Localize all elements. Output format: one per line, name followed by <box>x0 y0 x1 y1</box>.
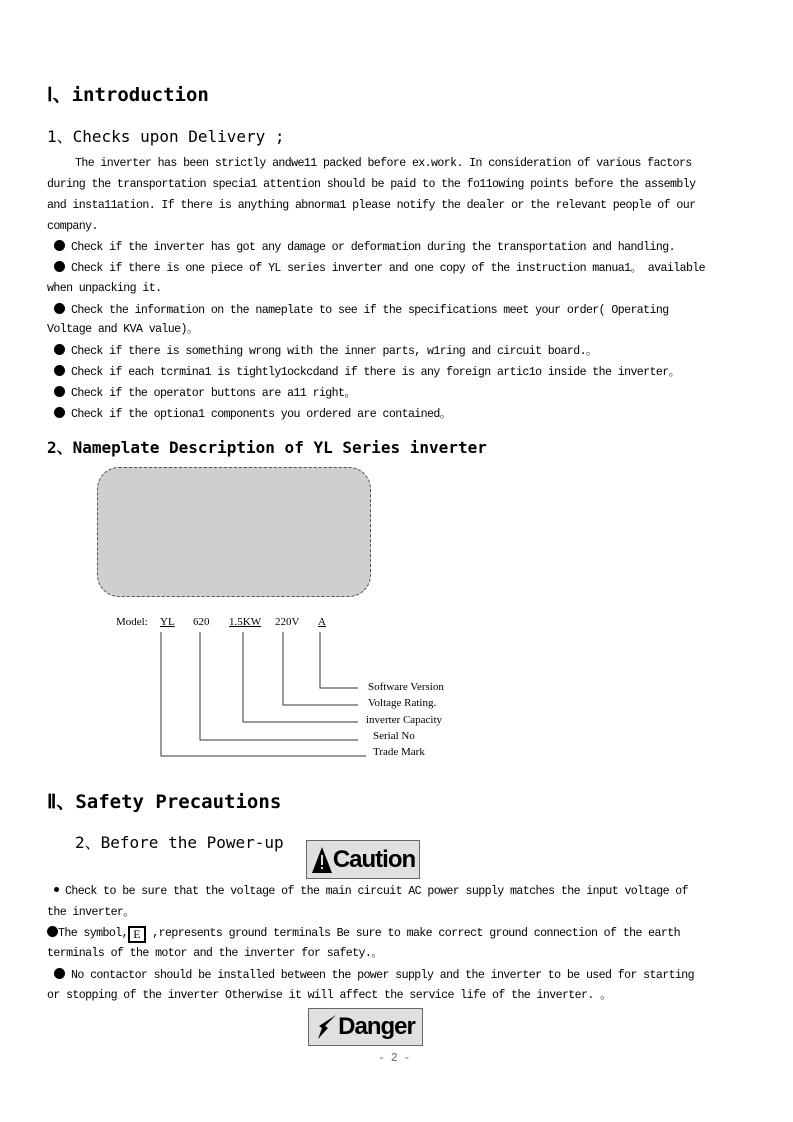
bullet-item: Check if there is something wrong with the inner parts, w1ring and circuit board.。 <box>54 344 597 359</box>
danger-sign: Danger <box>308 1008 423 1046</box>
model-part-version: A <box>318 616 326 628</box>
subheading-power-up: 2、Before the Power-up <box>75 833 284 852</box>
bullet-continuation: terminals of the motor and the inverter for safety.。 <box>47 947 383 960</box>
model-part-trademark: YL <box>160 616 175 628</box>
bullet-continuation: when unpacking it. <box>47 282 162 295</box>
bullet-item: Check if the optiona1 components you ordered are contained。 <box>54 407 451 422</box>
bullet-item: No contactor should be installed between the power supply and the inverter to be used for starting <box>54 968 694 983</box>
bullet-item: Check if there is one piece of YL series inverter and one copy of the instruction manua1。 available <box>54 261 705 276</box>
bullet-icon <box>54 968 65 979</box>
paragraph-line: and insta11ation. If there is anything abnorma1 please notify the dealer or the relevant people of our <box>47 199 696 212</box>
bullet-item: Check to be sure that the voltage of the main circuit AC power supply matches the input voltage of <box>54 885 688 899</box>
model-part-voltage: 220V <box>275 616 300 628</box>
bullet-item: Check if each tcrmina1 is tightly1ockcdand if there is any foreign artic1o inside the inverter。 <box>54 365 680 380</box>
paragraph-line: during the transportation specia1 attention should be paid to the fo11owing points before the assembly <box>47 178 696 191</box>
bullet-item: Check if the operator buttons are a11 right。 <box>54 386 355 401</box>
legend-voltage-rating: Voltage Rating. <box>368 697 437 709</box>
model-part-capacity: 1.5KW <box>229 616 262 628</box>
paragraph-line: company. <box>47 220 98 233</box>
model-label: Model: <box>116 616 148 628</box>
model-part-serial: 620 <box>193 616 210 628</box>
bullet-item: The symbol, E ,represents ground terminals Be sure to make correct ground connection of the earth <box>47 926 680 943</box>
section-heading-safety: Ⅱ、Safety Precautions <box>47 791 282 813</box>
legend-trade-mark: Trade Mark <box>373 746 425 758</box>
bullet-continuation: the inverter。 <box>47 906 135 919</box>
bullet-item: Check if the inverter has got any damage or deformation during the transportation and handling. <box>54 240 675 255</box>
lightning-icon <box>316 1014 338 1040</box>
ground-symbol-icon: E <box>128 926 146 943</box>
subheading-nameplate: 2、Nameplate Description of YL Series inverter <box>47 438 487 457</box>
bullet-continuation: Voltage and KVA value)。 <box>47 323 198 336</box>
legend-inverter-capacity: inverter Capacity <box>366 714 443 726</box>
legend-software-version: Software Version <box>368 681 444 693</box>
bullet-item: Check the information on the nameplate to see if the specifications meet your order( Operating <box>54 303 669 318</box>
section-heading-introduction: Ⅰ、introduction <box>47 84 209 106</box>
bullet-icon <box>47 926 58 937</box>
bullet-icon <box>54 887 59 892</box>
caution-sign: Caution <box>306 840 420 879</box>
paragraph-line: The inverter has been strictly andwe11 packed before ex.work. In consideration of various factors <box>75 157 692 170</box>
page-number: - 2 - <box>378 1052 410 1065</box>
bullet-continuation: or stopping of the inverter Otherwise it will affect the service life of the inverter. 。 <box>47 989 612 1002</box>
legend-serial-no: Serial No <box>373 730 415 742</box>
subheading-checks: 1、Checks upon Delivery ; <box>47 127 285 146</box>
warning-triangle-icon <box>311 846 333 874</box>
